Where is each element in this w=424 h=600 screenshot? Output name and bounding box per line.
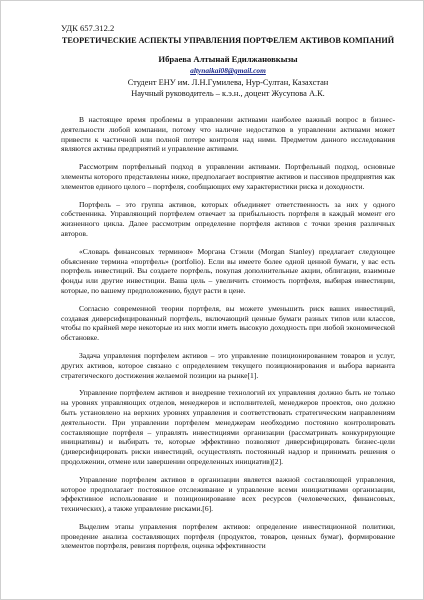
udk-code: УДК 657.312.2	[61, 23, 115, 33]
body-paragraph: Выделим этапы управления портфелем активов: определение инвестиционной политики, проведение анализа составляющих портфеля (продуктов, товаров, ценных бумаг), формирование элементов портфеля, ревизия портфеля, оценка эффективности	[61, 521, 395, 551]
paper-title: ТЕОРЕТИЧЕСКИЕ АСПЕКТЫ УПРАВЛЕНИЯ ПОРТФЕЛЕМ АКТИВОВ КОМПАНИЙ	[61, 36, 395, 45]
paper-body	[61, 115, 395, 551]
body-paragraph: Управление портфелем активов в организации является важной составляющей управления, которое предполагает постоянное отслеживание и управление всеми инициативами организации, эффективное использование и позиционирование всех ресурсов (человеческих, финансовых, технических), а также управление рисками.[6].	[61, 474, 395, 514]
body-paragraph: Согласно современной теории портфеля, вы можете уменьшить риск ваших инвестиций, создавая диверсифицированный портфель, включающий ценные бумаги разных типов или классов, чтобы по крайней мере некоторые из них могли иметь высокую доходность при любой экономической обстановке.	[61, 303, 395, 343]
body-paragraph: В настоящее время проблемы в управлении активами наиболее важный вопрос в бизнес-деятельности любой компании, потому что наличие недостатков в управлении активами может привести к частичной или полной потере контроля над ними. Предметом данного исследования являются активы предприятий и управление активами.	[61, 115, 395, 154]
body-paragraph: Рассмотрим портфельный подход в управлении активами. Портфельный подход, основные элементы которого представлены ниже, предполагает восприятие активов и пассивов предприятия как элементов единого целого – портфеля, сообщающих ему характеристики риска и доходности.	[61, 162, 395, 191]
author-name: Ибраева Алтынай Едилжановкызы	[158, 54, 298, 64]
author-affiliation: Студент ЕНУ им. Л.Н.Гумилева, Нур-Султан, Казахстан	[127, 78, 329, 87]
body-paragraph: «Словарь финансовых терминов» Моргана Стэнли (Morgan Stanley) предлагает следующее объяснение термина «портфель» (portfolio). Если вы имеете более одной ценной бумаги, у вас есть портфель инвестиций. Вы создаете портфель, покупая дополнительные акции, облигации, взаимные фонды или другие инвестиции. Ваша цель – увеличить стоимость портфеля, выбирая инвестиции, которые, по вашему предположению, будут расти в цене.	[61, 246, 395, 295]
body-paragraph: Портфель – это группа активов, которых объединяет ответственность за них у одного собственника. Управляющий портфелем отвечает за прибыльность портфеля в каждый момент его жизненного цикла. Далее рассмотрим определение портфеля активов с точки зрения различных авторов.	[61, 199, 395, 238]
author-email-link[interactable]: altynaikai08@gmail.com	[190, 66, 266, 75]
body-paragraph: Управление портфелем активов и внедрение технологий их управления должно быть не только на уровнях управляющих отделов, менеджеров и исполнителей, менеджеров проектов, оно должно быть установлено на верхних уровнях управления и соответствовать стратегическим направлениям деятельности. При управлении портфелем менеджерам необходимо постоянно контролировать составляющие портфеля – управлять инвестициями организации (рассматривать конкурирующие инициативы) и выбирать те, которые эффективно позволяют диверсифицировать бизнес-цели (диверсифицировать риски инвестиций, осуществлять постоянный надзор и принимать решения о продолжении, отмене или завершении определенных инициатив)[2].	[61, 388, 395, 466]
scientific-supervisor: Научный руководитель – к.э.н., доцент Жусупова А.К.	[131, 89, 325, 98]
body-paragraph: Задача управления портфелем активов – это управление позиционированием товаров и услуг, других активов, которое связано с определением текущего позиционирования и выбора варианта стратегического достижения желаемой позиции на рынке[1].	[61, 350, 395, 380]
